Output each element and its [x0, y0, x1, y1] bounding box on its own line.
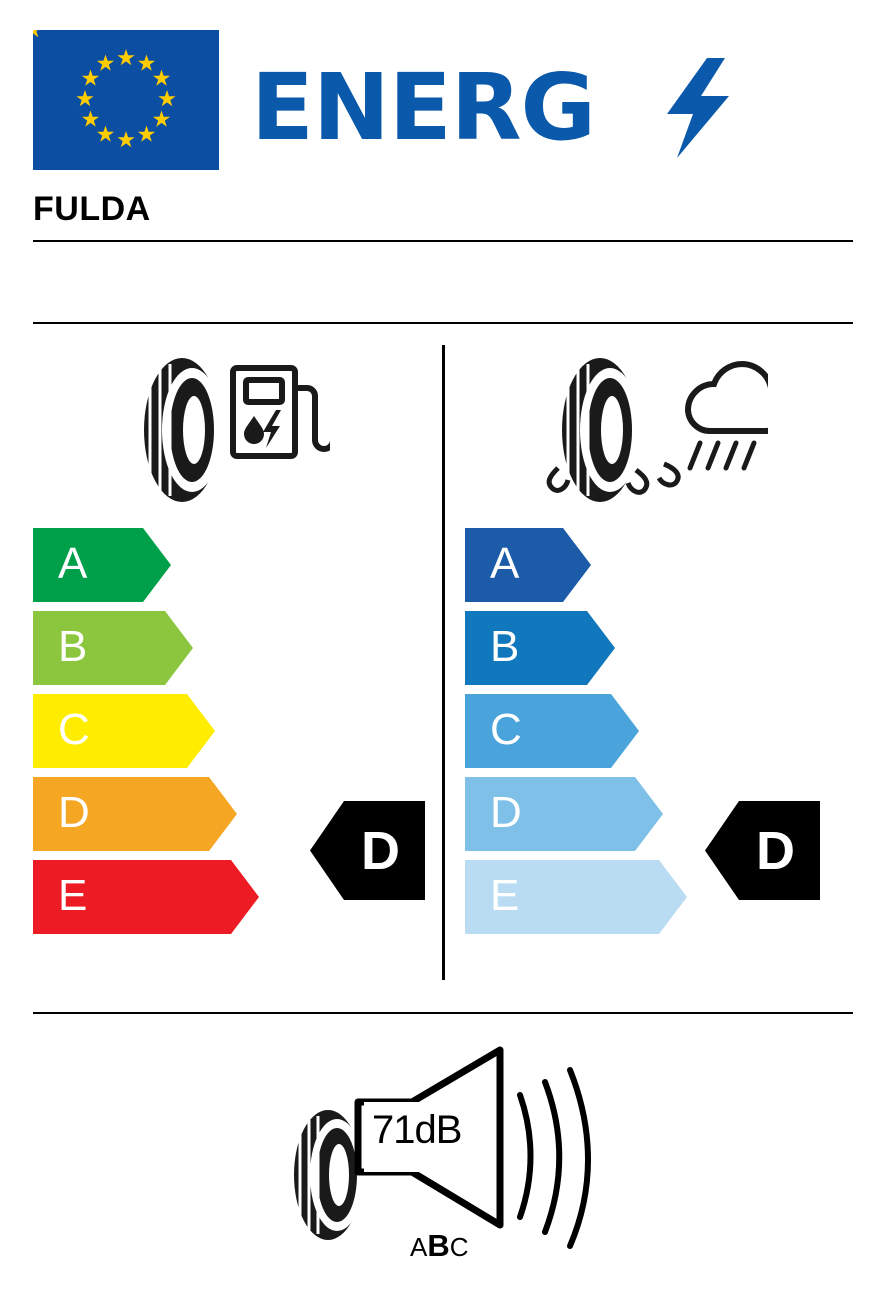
fuel-icon-group — [120, 348, 330, 513]
fuel-pump-icon — [233, 368, 330, 456]
grade-row — [33, 777, 261, 851]
grade-row — [465, 860, 689, 934]
energy-wordmark: ENERG — [251, 54, 596, 161]
grade-letter: B — [490, 622, 520, 671]
noise-class-row — [410, 1228, 469, 1264]
tyre-icon — [144, 358, 222, 502]
grip-icon-group — [528, 348, 768, 513]
divider-vertical — [442, 345, 445, 980]
grade-arrow-b — [465, 611, 617, 685]
grade-letter: E — [58, 871, 88, 920]
brand-name: FULDA — [33, 190, 151, 228]
fuel-efficiency-scale — [33, 528, 261, 943]
noise-class-b: B — [427, 1228, 450, 1263]
grade-letter: C — [490, 705, 522, 754]
tyre-icon — [562, 358, 640, 502]
wet-grip-scale — [465, 528, 689, 943]
fuel-drop-bolt-icon — [244, 410, 281, 448]
noise-db-value: 71dB — [372, 1108, 462, 1152]
grade-row — [33, 528, 261, 602]
eu-stars-icon — [33, 30, 219, 170]
grade-letter: E — [490, 871, 520, 920]
grade-row — [33, 694, 261, 768]
grade-letter: B — [58, 622, 88, 671]
grade-arrow-a — [33, 528, 173, 602]
grade-row — [33, 860, 261, 934]
fuel-rating-letter: D — [361, 820, 400, 881]
fuel-rating-marker — [310, 793, 425, 908]
grade-letter: A — [490, 539, 520, 588]
divider-bottom — [33, 1012, 853, 1014]
grade-row — [465, 777, 689, 851]
rain-cloud-icon — [688, 364, 768, 468]
grade-letter: D — [490, 788, 522, 837]
tyre-icon — [294, 1110, 364, 1240]
lightning-bolt-icon — [663, 58, 733, 158]
grip-rating-marker — [705, 793, 820, 908]
grade-letter: C — [58, 705, 90, 754]
grade-row — [465, 528, 689, 602]
divider-top — [33, 322, 853, 324]
divider-brand — [33, 240, 853, 242]
grip-rating-letter: D — [756, 820, 795, 881]
grade-letter: A — [58, 539, 88, 588]
grade-letter: D — [58, 788, 90, 837]
grade-row — [465, 694, 689, 768]
grade-row — [33, 611, 261, 685]
grade-arrow-a — [465, 528, 593, 602]
noise-class-c: C — [449, 1232, 469, 1262]
sound-waves-icon — [520, 1070, 588, 1246]
noise-class-a: A — [410, 1232, 428, 1262]
label-header — [33, 30, 853, 175]
grade-row — [465, 611, 689, 685]
